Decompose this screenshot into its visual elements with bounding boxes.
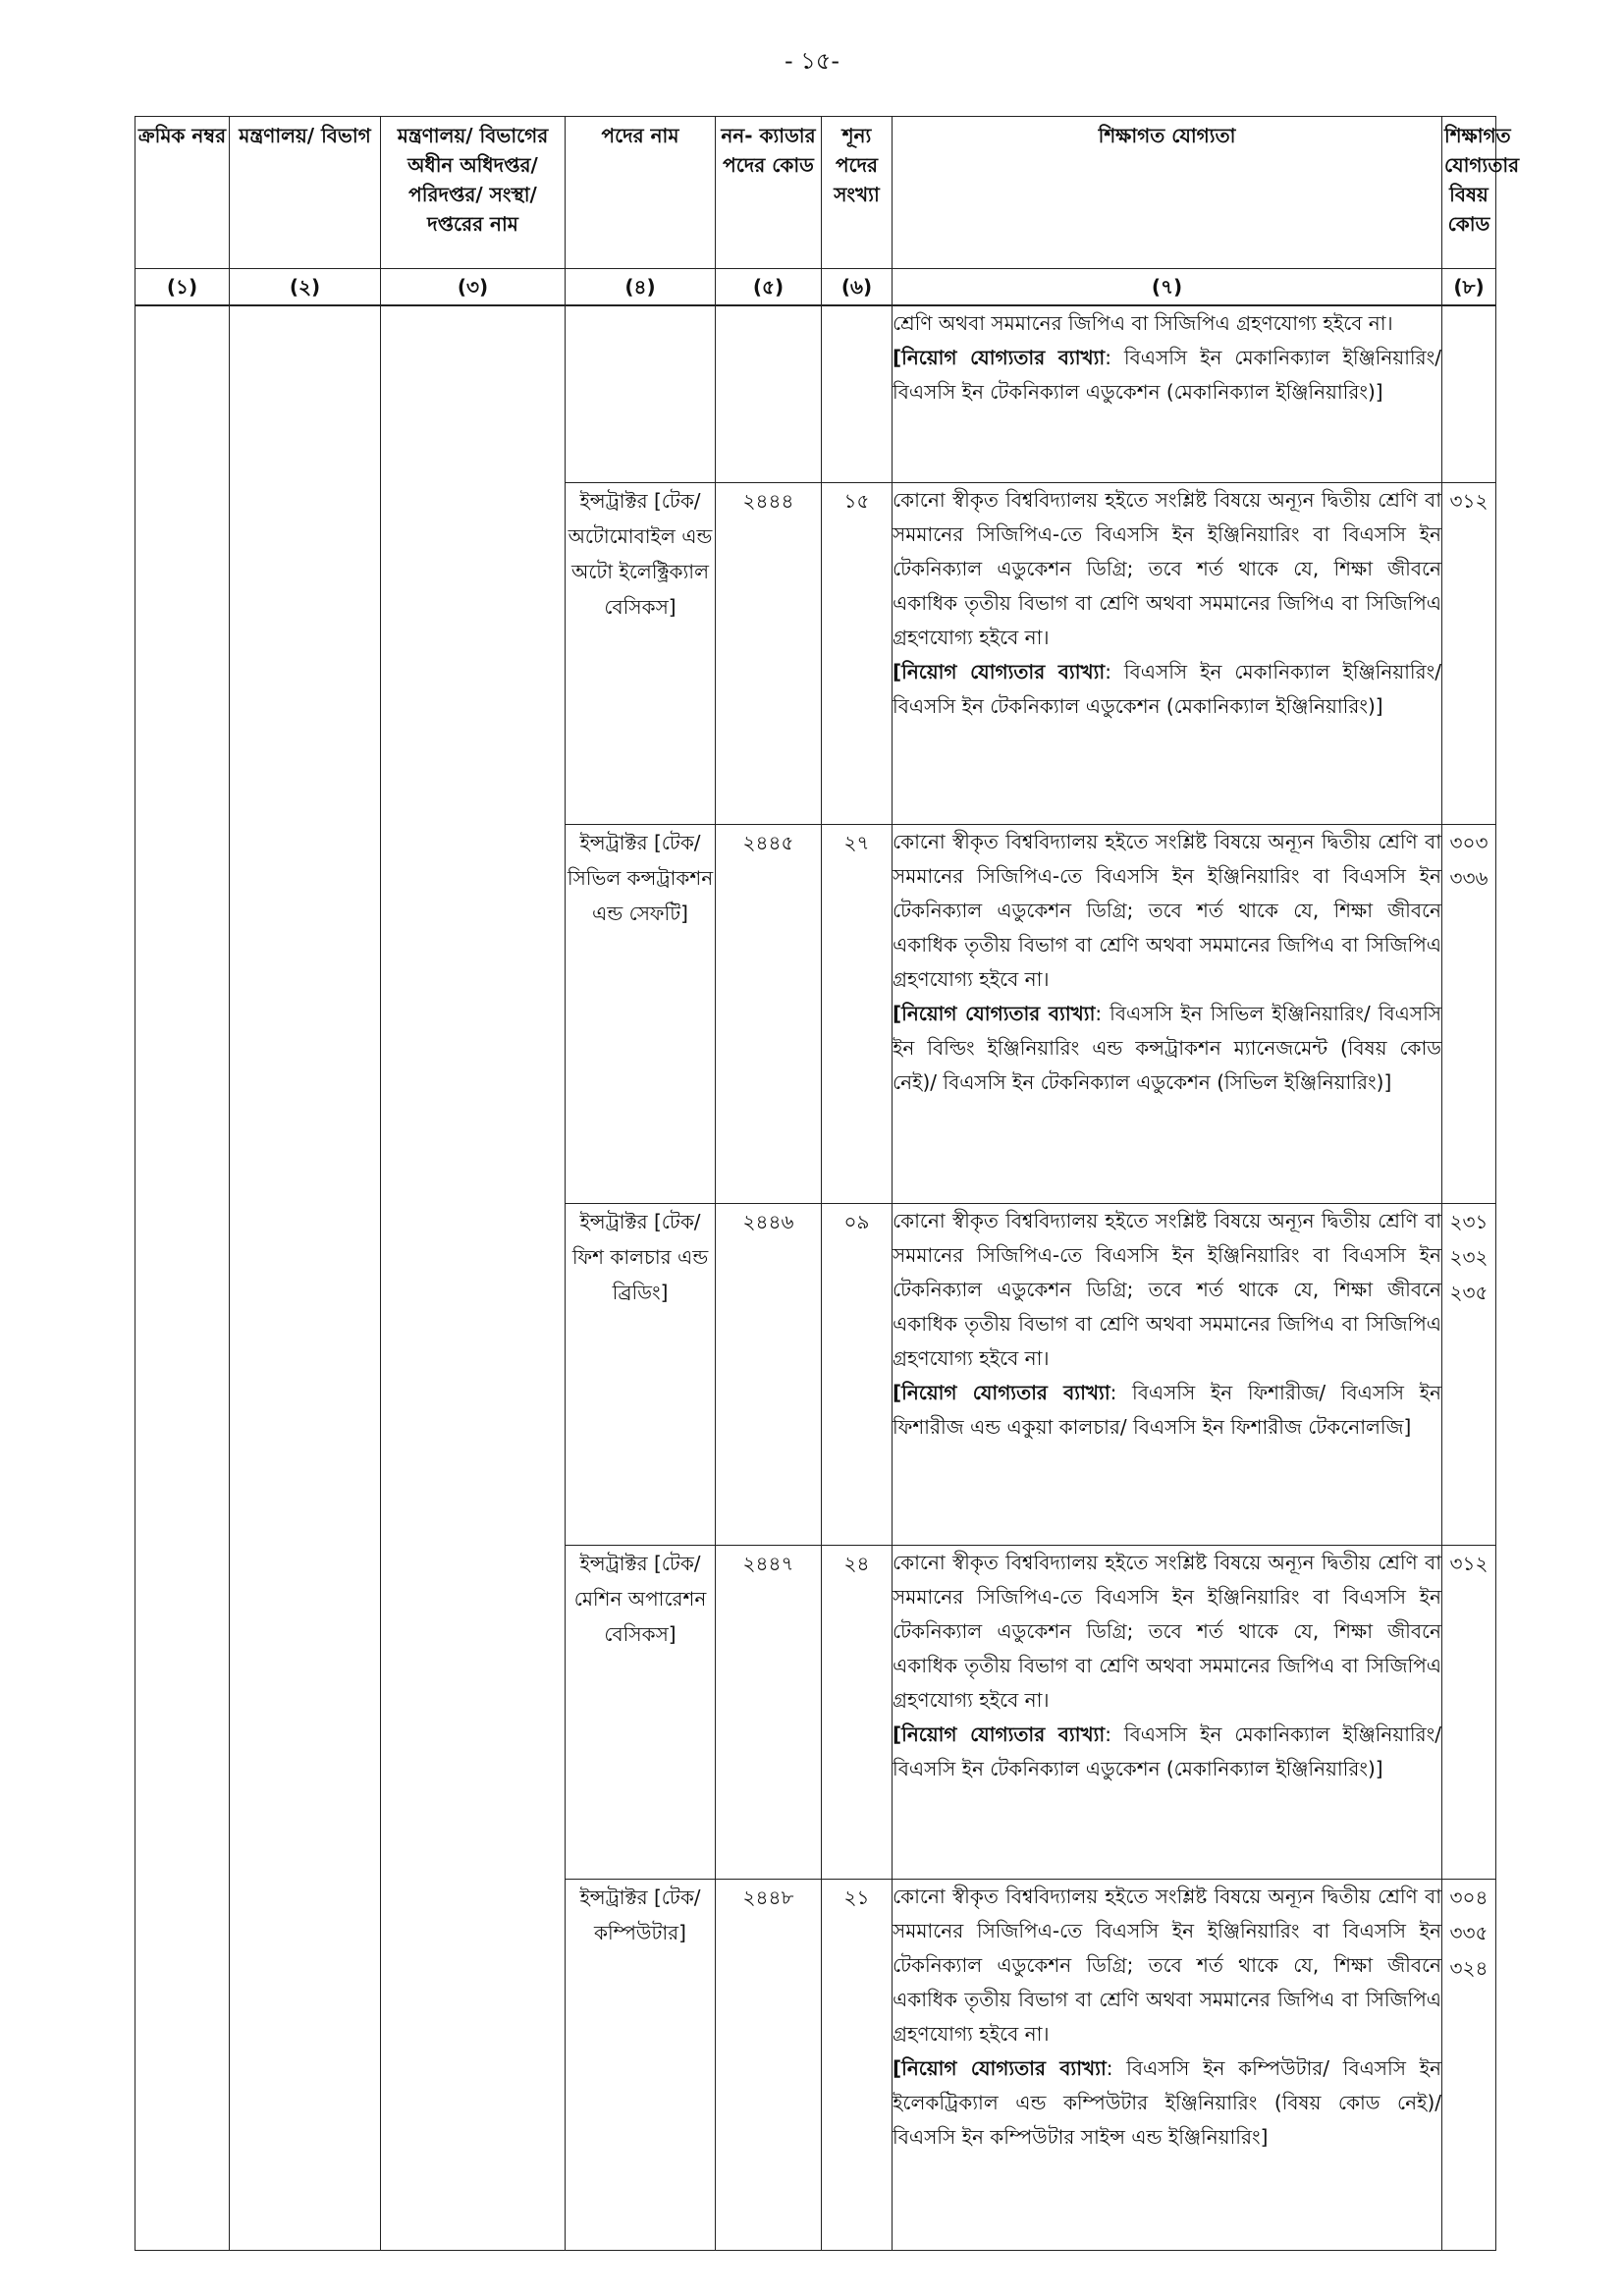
appointment-explanation	[893, 341, 1441, 410]
appointment-explanation	[893, 2051, 1441, 2155]
qualification-text: কোনো স্বীকৃত বিশ্ববিদ্যালয় হইতে সংশ্লিষ্ট বিষয়ে অন্যূন দ্বিতীয় শ্রেণি বা সমমানের সিজিপিএ-তে বিএসসি ইন ইঞ্জিনিয়ারিং বা বিএসসি ইন টেকনিক্যাল এডুকেশন ডিগ্রি; তবে শর্ত থাকে যে, শিক্ষা জীবনে একাধিক তৃতীয় বিভাগ বা শ্রেণি অথবা সমমানের জিপিএ বা সিজিপিএ গ্রহণযোগ্য হইবে না।	[893, 487, 1441, 649]
subject-code: ২৩১	[1449, 1209, 1489, 1233]
post-name-cell: ইন্সট্রাক্টর [টেক/মেশিন অপারেশন বেসিকস]	[566, 1545, 716, 1879]
header-subject-code: শিক্ষাগত যোগ্যতার বিষয় কোড	[1442, 117, 1496, 269]
subject-code-cell	[1442, 1203, 1496, 1545]
post-code-cell: ২৪৪৬	[716, 1203, 822, 1545]
qualification-cell	[893, 305, 1442, 482]
vacancy-count-cell: ০৯	[822, 1203, 893, 1545]
column-number: (৩)	[381, 269, 566, 306]
vacancy-count-cell: ২৭	[822, 824, 893, 1203]
column-number: (৭)	[893, 269, 1442, 306]
appointment-explanation	[893, 997, 1441, 1100]
subject-code-cell	[1442, 482, 1496, 824]
explanation-label: [নিয়োগ যোগ্যতার ব্যাখ্যা	[893, 659, 1106, 683]
post-name-cell: ইন্সট্রাক্টর [টেক/ ফিশ কালচার এন্ড ব্রিডিং]	[566, 1203, 716, 1545]
header-vacancy-count: শূন্য পদের সংখ্যা	[822, 117, 893, 269]
subject-code: ২৩২	[1449, 1244, 1489, 1269]
subject-code: ৩১২	[1449, 1551, 1489, 1575]
explanation-text: : বিএসসি ইন সিভিল ইঞ্জিনিয়ারিং/ বিএসসি ইন বিল্ডিং ইঞ্জিনিয়ারিং এন্ড কন্সট্রাকশন ম্যানেজমেন্ট (বিষয় কোড নেই)/ বিএসসি ইন টেকনিক্যাল এডুকেশন (সিভিল ইঞ্জিনিয়ারিং)]	[893, 1001, 1441, 1094]
column-number: (৮)	[1442, 269, 1496, 306]
appointment-explanation	[893, 1376, 1441, 1445]
vacancy-count-cell: ১৫	[822, 482, 893, 824]
department-cell	[381, 305, 566, 2250]
serial-cell	[135, 305, 230, 2250]
column-number: (২)	[230, 269, 381, 306]
qualification-cell	[893, 1879, 1442, 2250]
qualification-text: কোনো স্বীকৃত বিশ্ববিদ্যালয় হইতে সংশ্লিষ্ট বিষয়ে অন্যূন দ্বিতীয় শ্রেণি বা সমমানের সিজিপিএ-তে বিএসসি ইন ইঞ্জিনিয়ারিং বা বিএসসি ইন টেকনিক্যাল এডুকেশন ডিগ্রি; তবে শর্ত থাকে যে, শিক্ষা জীবনে একাধিক তৃতীয় বিভাগ বা শ্রেণি অথবা সমমানের জিপিএ বা সিজিপিএ গ্রহণযোগ্য হইবে না।	[893, 1884, 1441, 2046]
post-name-cell: ইন্সট্রাক্টর [টেক/ কম্পিউটার]	[566, 1879, 716, 2250]
column-number: (৫)	[716, 269, 822, 306]
post-code-cell	[716, 305, 822, 482]
appointment-explanation	[893, 655, 1441, 724]
column-number: (৬)	[822, 269, 893, 306]
explanation-label: [নিয়োগ যোগ্যতার ব্যাখ্যা	[893, 1722, 1106, 1746]
subject-code: ৩০৪	[1449, 1885, 1489, 1909]
explanation-text: : বিএসসি ইন মেকানিক্যাল ইঞ্জিনিয়ারিং/ বিএসসি ইন টেকনিক্যাল এডুকেশন (মেকানিক্যাল ইঞ্জিনিয়ারিং)]	[893, 659, 1441, 718]
qualification-text: কোনো স্বীকৃত বিশ্ববিদ্যালয় হইতে সংশ্লিষ্ট বিষয়ে অন্যূন দ্বিতীয় শ্রেণি বা সমমানের সিজিপিএ-তে বিএসসি ইন ইঞ্জিনিয়ারিং বা বিএসসি ইন টেকনিক্যাল এডুকেশন ডিগ্রি; তবে শর্ত থাকে যে, শিক্ষা জীবনে একাধিক তৃতীয় বিভাগ বা শ্রেণি অথবা সমমানের জিপিএ বা সিজিপিএ গ্রহণযোগ্য হইবে না।	[893, 1208, 1441, 1370]
header-post-code: নন- ক্যাডার পদের কোড	[716, 117, 822, 269]
subject-code: ৩১২	[1449, 488, 1489, 513]
header-serial: ক্রমিক নম্বর	[135, 117, 230, 269]
explanation-label: [নিয়োগ যোগ্যতার ব্যাখ্যা	[893, 346, 1106, 369]
explanation-text: : বিএসসি ইন মেকানিক্যাল ইঞ্জিনিয়ারিং/ বিএসসি ইন টেকনিক্যাল এডুকেশন (মেকানিক্যাল ইঞ্জিনিয়ারিং)]	[893, 346, 1441, 404]
page-number: - ১৫-	[784, 47, 840, 75]
explanation-text: : বিএসসি ইন ফিশারীজ/ বিএসসি ইন ফিশারীজ এন্ড একুয়া কালচার/ বিএসসি ইন ফিশারীজ টেকনোলজি]	[893, 1380, 1441, 1439]
post-name-cell: ইন্সট্রাক্টর [টেক/ অটোমোবাইল এন্ড অটো ইলেক্ট্রিক্যাল বেসিকস]	[566, 482, 716, 824]
subject-code: ৩৩৫	[1449, 1920, 1489, 1944]
table-row	[135, 305, 1496, 482]
subject-code: ৩৩৬	[1449, 865, 1489, 890]
column-number-row	[135, 269, 1496, 306]
explanation-label: [নিয়োগ যোগ্যতার ব্যাখ্যা	[893, 2055, 1107, 2080]
subject-code: ৩০৩	[1449, 830, 1489, 854]
vacancy-count-cell: ২১	[822, 1879, 893, 2250]
vacancy-count-cell	[822, 305, 893, 482]
explanation-text: : বিএসসি ইন মেকানিক্যাল ইঞ্জিনিয়ারিং/ বিএসসি ইন টেকনিক্যাল এডুকেশন (মেকানিক্যাল ইঞ্জিনিয়ারিং)]	[893, 1722, 1441, 1780]
qualification-text: কোনো স্বীকৃত বিশ্ববিদ্যালয় হইতে সংশ্লিষ্ট বিষয়ে অন্যূন দ্বিতীয় শ্রেণি বা সমমানের সিজিপিএ-তে বিএসসি ইন ইঞ্জিনিয়ারিং বা বিএসসি ইন টেকনিক্যাল এডুকেশন ডিগ্রি; তবে শর্ত থাকে যে, শিক্ষা জীবনে একাধিক তৃতীয় বিভাগ বা শ্রেণি অথবা সমমানের জিপিএ বা সিজিপিএ গ্রহণযোগ্য হইবে না।	[893, 829, 1441, 991]
explanation-label: [নিয়োগ যোগ্যতার ব্যাখ্যা	[893, 1001, 1096, 1025]
header-department: মন্ত্রণালয়/ বিভাগের অধীন অধিদপ্তর/ পরিদপ্তর/ সংস্থা/ দপ্তরের নাম	[381, 117, 566, 269]
post-name-cell	[566, 305, 716, 482]
subject-code-cell	[1442, 1879, 1496, 2250]
subject-code-cell	[1442, 1545, 1496, 1879]
post-code-cell: ২৪৪৪	[716, 482, 822, 824]
subject-code-cell	[1442, 824, 1496, 1203]
subject-code: ৩২৪	[1449, 1955, 1489, 1980]
qualification-cell	[893, 824, 1442, 1203]
header-post-name: পদের নাম	[566, 117, 716, 269]
subject-code: ২৩৫	[1449, 1280, 1489, 1304]
qualification-cell	[893, 1203, 1442, 1545]
vacancy-table	[135, 116, 1520, 2251]
explanation-text: : বিএসসি ইন কম্পিউটার/ বিএসসি ইন ইলেকট্রিক্যাল এন্ড কম্পিউটার ইঞ্জিনিয়ারিং (বিষয় কোড নেই)/ বিএসসি ইন কম্পিউটার সাইন্স এন্ড ইঞ্জিনিয়ারিং]	[893, 2055, 1441, 2149]
explanation-label: [নিয়োগ যোগ্যতার ব্যাখ্যা	[893, 1380, 1110, 1404]
header-qualification: শিক্ষাগত যোগ্যতা	[893, 117, 1442, 269]
qualification-cell	[893, 482, 1442, 824]
post-code-cell: ২৪৪৫	[716, 824, 822, 1203]
post-name-cell: ইন্সট্রাক্টর [টেক/ সিভিল কন্সট্রাকশন এন্ড সেফটি]	[566, 824, 716, 1203]
post-code-cell: ২৪৪৮	[716, 1879, 822, 2250]
qualification-text: শ্রেণি অথবা সমমানের জিপিএ বা সিজিপিএ গ্রহণযোগ্য হইবে না।	[893, 311, 1393, 335]
column-number: (১)	[135, 269, 230, 306]
header-ministry: মন্ত্রণালয়/ বিভাগ	[230, 117, 381, 269]
appointment-explanation	[893, 1718, 1441, 1786]
qualification-cell	[893, 1545, 1442, 1879]
ministry-cell	[230, 305, 381, 2250]
vacancy-count-cell: ২৪	[822, 1545, 893, 1879]
qualification-text: কোনো স্বীকৃত বিশ্ববিদ্যালয় হইতে সংশ্লিষ্ট বিষয়ে অন্যূন দ্বিতীয় শ্রেণি বা সমমানের সিজিপিএ-তে বিএসসি ইন ইঞ্জিনিয়ারিং বা বিএসসি ইন টেকনিক্যাল এডুকেশন ডিগ্রি; তবে শর্ত থাকে যে, শিক্ষা জীবনে একাধিক তৃতীয় বিভাগ বা শ্রেণি অথবা সমমানের জিপিএ বা সিজিপিএ গ্রহণযোগ্য হইবে না।	[893, 1550, 1441, 1712]
subject-code-cell	[1442, 305, 1496, 482]
column-number: (৪)	[566, 269, 716, 306]
header-row	[135, 117, 1496, 269]
post-code-cell: ২৪৪৭	[716, 1545, 822, 1879]
